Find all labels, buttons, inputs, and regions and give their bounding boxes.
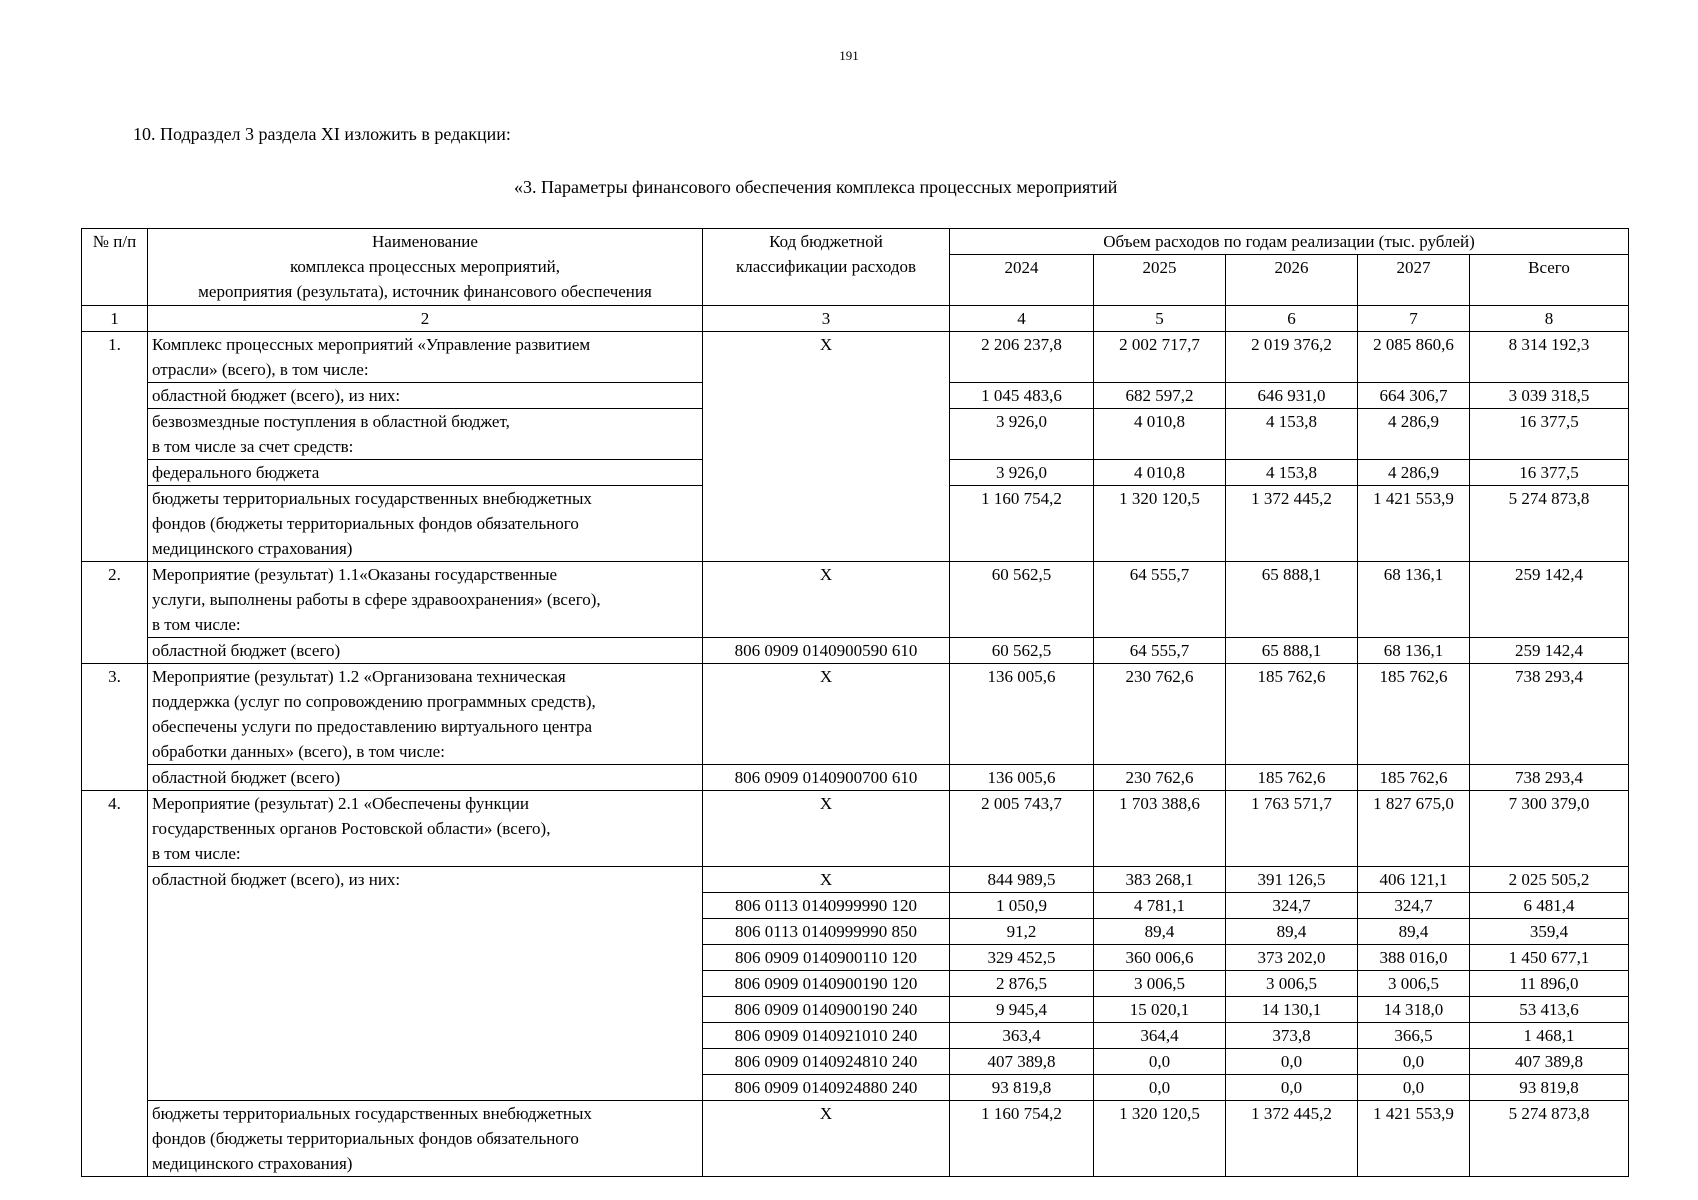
value-2027: 185 762,6 [1358,765,1470,791]
value-2025: 0,0 [1094,1049,1226,1075]
header-year-2025: 2025 [1094,255,1226,306]
row-code: 806 0909 0140900110 120 [703,945,950,971]
value-2026: 185 762,6 [1226,765,1358,791]
header-year-2024: 2024 [950,255,1094,306]
value-2027: 4 286,9 [1358,460,1470,486]
value-2024: 363,4 [950,1023,1094,1049]
value-2025: 2 002 717,7 [1094,332,1226,383]
intro-text: 10. Подраздел 3 раздела XI изложить в редакции: [133,124,511,144]
value-2025: 64 555,7 [1094,562,1226,638]
value-total: 3 039 318,5 [1470,383,1629,409]
column-number: 4 [950,306,1094,332]
value-2025: 4 010,8 [1094,409,1226,460]
column-number: 1 [82,306,148,332]
value-2024: 60 562,5 [950,638,1094,664]
header-code: Код бюджетной классификации расходов [703,229,950,306]
value-2027: 388 016,0 [1358,945,1470,971]
value-2026: 65 888,1 [1226,562,1358,638]
table-row [82,867,1629,893]
row-code: 806 0113 0140999990 120 [703,893,950,919]
value-2027: 366,5 [1358,1023,1470,1049]
value-2026: 1 763 571,7 [1226,791,1358,867]
value-2024: 329 452,5 [950,945,1094,971]
row-code: X [703,664,950,765]
row-code: 806 0909 0140900590 610 [703,638,950,664]
value-2025: 89,4 [1094,919,1226,945]
column-number: 5 [1094,306,1226,332]
row-code: 806 0909 0140924880 240 [703,1075,950,1101]
value-total: 11 896,0 [1470,971,1629,997]
value-total: 6 481,4 [1470,893,1629,919]
column-numbers-row [82,306,1629,332]
value-2025: 230 762,6 [1094,765,1226,791]
value-2025: 4 010,8 [1094,460,1226,486]
value-2024: 136 005,6 [950,765,1094,791]
row-number: 3. [82,664,148,791]
value-total: 259 142,4 [1470,562,1629,638]
row-name: бюджеты территориальных государственных внебюджетных фондов (бюджеты территориальных фондов обязательного медицинского страхования) [148,1101,703,1177]
value-2024: 407 389,8 [950,1049,1094,1075]
value-2025: 1 703 388,6 [1094,791,1226,867]
value-2024: 1 045 483,6 [950,383,1094,409]
value-2025: 364,4 [1094,1023,1226,1049]
value-2026: 3 006,5 [1226,971,1358,997]
column-number: 7 [1358,306,1470,332]
value-total: 2 025 505,2 [1470,867,1629,893]
header-row [82,229,1629,255]
value-2025: 15 020,1 [1094,997,1226,1023]
row-code: 806 0909 0140921010 240 [703,1023,950,1049]
value-2025: 230 762,6 [1094,664,1226,765]
row-code: X [703,1101,950,1177]
table-row [82,562,1629,638]
value-2025: 1 320 120,5 [1094,1101,1226,1177]
value-2026: 646 931,0 [1226,383,1358,409]
value-2025: 4 781,1 [1094,893,1226,919]
value-2027: 89,4 [1358,919,1470,945]
value-2024: 1 050,9 [950,893,1094,919]
value-2025: 1 320 120,5 [1094,486,1226,562]
row-name: Комплекс процессных мероприятий «Управление развитием отрасли» (всего), в том числе: [148,332,703,383]
value-2026: 0,0 [1226,1049,1358,1075]
value-2027: 68 136,1 [1358,638,1470,664]
row-code: X [703,791,950,867]
row-code: 806 0909 0140924810 240 [703,1049,950,1075]
value-2026: 4 153,8 [1226,409,1358,460]
value-2026: 0,0 [1226,1075,1358,1101]
value-2026: 391 126,5 [1226,867,1358,893]
value-2024: 1 160 754,2 [950,486,1094,562]
row-code: 806 0909 0140900190 240 [703,997,950,1023]
column-number: 6 [1226,306,1358,332]
row-code: 806 0909 0140900190 120 [703,971,950,997]
value-total: 738 293,4 [1470,765,1629,791]
value-2024: 60 562,5 [950,562,1094,638]
header-year-2026: 2026 [1226,255,1358,306]
value-2024: 136 005,6 [950,664,1094,765]
table-row [82,332,1629,383]
value-2026: 4 153,8 [1226,460,1358,486]
value-2027: 2 085 860,6 [1358,332,1470,383]
column-number: 2 [148,306,703,332]
row-name: областной бюджет (всего), из них: [148,383,703,409]
value-2027: 4 286,9 [1358,409,1470,460]
value-2025: 64 555,7 [1094,638,1226,664]
value-total: 8 314 192,3 [1470,332,1629,383]
value-2024: 93 819,8 [950,1075,1094,1101]
value-2027: 185 762,6 [1358,664,1470,765]
table-row [82,664,1629,765]
value-2027: 14 318,0 [1358,997,1470,1023]
header-year-2027: 2027 [1358,255,1470,306]
row-code: 806 0113 0140999990 850 [703,919,950,945]
value-2026: 373,8 [1226,1023,1358,1049]
row-name: областной бюджет (всего) [148,638,703,664]
value-total: 359,4 [1470,919,1629,945]
header-name: Наименование комплекса процессных мероприятий, мероприятия (результата), источник финансового обеспечения [148,229,703,306]
value-total: 93 819,8 [1470,1075,1629,1101]
value-total: 738 293,4 [1470,664,1629,765]
header-total: Всего [1470,255,1629,306]
value-2025: 3 006,5 [1094,971,1226,997]
value-2026: 2 019 376,2 [1226,332,1358,383]
row-name: бюджеты территориальных государственных внебюджетных фондов (бюджеты территориальных фондов обязательного медицинского страхования) [148,486,703,562]
value-2025: 360 006,6 [1094,945,1226,971]
table-row [82,638,1629,664]
row-number: 4. [82,791,148,1177]
value-2025: 682 597,2 [1094,383,1226,409]
value-2026: 89,4 [1226,919,1358,945]
value-total: 16 377,5 [1470,409,1629,460]
row-name: областной бюджет (всего) [148,765,703,791]
value-total: 1 468,1 [1470,1023,1629,1049]
value-2026: 1 372 445,2 [1226,1101,1358,1177]
row-name: Мероприятие (результат) 1.2 «Организована техническая поддержка (услуг по сопровождению программных средств), обеспечены услуги по предоставлению виртуального центра обработки данных» (всего), в том числе: [148,664,703,765]
row-name: областной бюджет (всего), из них: [148,867,703,1101]
financing-table [81,228,1629,1177]
row-code: X [703,332,950,562]
value-2024: 3 926,0 [950,460,1094,486]
value-2024: 3 926,0 [950,409,1094,460]
value-total: 5 274 873,8 [1470,486,1629,562]
value-2026: 1 372 445,2 [1226,486,1358,562]
value-2027: 664 306,7 [1358,383,1470,409]
header-no: № п/п [82,229,148,306]
value-2024: 9 945,4 [950,997,1094,1023]
value-2026: 324,7 [1226,893,1358,919]
value-total: 53 413,6 [1470,997,1629,1023]
row-name: Мероприятие (результат) 1.1«Оказаны государственные услуги, выполнены работы в сфере здравоохранения» (всего), в том числе: [148,562,703,638]
column-number: 3 [703,306,950,332]
table-row [82,765,1629,791]
value-2027: 1 421 553,9 [1358,486,1470,562]
row-code: X [703,562,950,638]
row-code: 806 0909 0140900700 610 [703,765,950,791]
row-name: безвозмездные поступления в областной бюджет, в том числе за счет средств: [148,409,703,460]
row-number: 2. [82,562,148,664]
value-2027: 0,0 [1358,1075,1470,1101]
row-number: 1. [82,332,148,562]
column-number: 8 [1470,306,1629,332]
value-2025: 383 268,1 [1094,867,1226,893]
value-2027: 68 136,1 [1358,562,1470,638]
value-2025: 0,0 [1094,1075,1226,1101]
value-total: 1 450 677,1 [1470,945,1629,971]
value-total: 259 142,4 [1470,638,1629,664]
value-2024: 2 876,5 [950,971,1094,997]
value-2027: 1 827 675,0 [1358,791,1470,867]
table-row [82,1101,1629,1177]
value-2024: 91,2 [950,919,1094,945]
row-name: Мероприятие (результат) 2.1 «Обеспечены функции государственных органов Ростовской области» (всего), в том числе: [148,791,703,867]
value-total: 16 377,5 [1470,460,1629,486]
value-2024: 1 160 754,2 [950,1101,1094,1177]
value-2026: 14 130,1 [1226,997,1358,1023]
value-2026: 65 888,1 [1226,638,1358,664]
table-heading: «3. Параметры финансового обеспечения комплекса процессных мероприятий [514,177,1118,197]
row-code: X [703,867,950,893]
table-row [82,791,1629,867]
value-2027: 3 006,5 [1358,971,1470,997]
value-2027: 1 421 553,9 [1358,1101,1470,1177]
value-2026: 373 202,0 [1226,945,1358,971]
value-total: 407 389,8 [1470,1049,1629,1075]
value-2024: 2 206 237,8 [950,332,1094,383]
row-name: федерального бюджета [148,460,703,486]
page-number: 191 [839,48,859,63]
value-2027: 406 121,1 [1358,867,1470,893]
value-2027: 0,0 [1358,1049,1470,1075]
value-2024: 844 989,5 [950,867,1094,893]
value-total: 7 300 379,0 [1470,791,1629,867]
value-2024: 2 005 743,7 [950,791,1094,867]
value-2026: 185 762,6 [1226,664,1358,765]
header-volume: Объем расходов по годам реализации (тыс. рублей) [950,229,1629,255]
value-2027: 324,7 [1358,893,1470,919]
value-total: 5 274 873,8 [1470,1101,1629,1177]
